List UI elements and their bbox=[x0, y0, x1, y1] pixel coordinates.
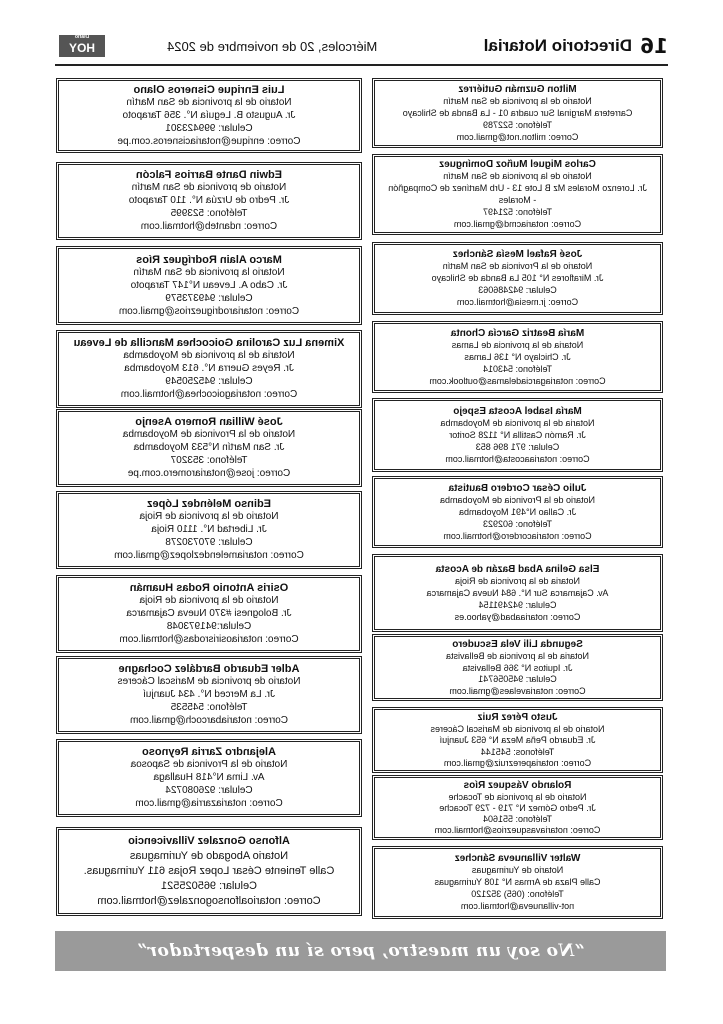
notary-detail-line: Notario de la provincia de San Martín bbox=[126, 96, 292, 108]
notary-listing bbox=[372, 846, 663, 919]
notary-detail-line: Correo: notariagoicochea@hotmail.com bbox=[120, 389, 298, 400]
notary-detail-line: Notaria de la provincia de Lamas bbox=[451, 339, 584, 350]
notary-detail-line: Celular: 942491154 bbox=[478, 599, 557, 610]
notary-listing bbox=[372, 398, 663, 472]
notary-detail-line: Carretera Marginal Sur cuadra 01 - La Banda de Shilcayo bbox=[402, 107, 633, 118]
notary-detail-line: Correo: notariavasquezrios@hotmail.com bbox=[434, 825, 601, 835]
notary-name: Julio César Cordero Bautista bbox=[448, 482, 587, 494]
notary-name: Edwin Dante Barrios Falcón bbox=[135, 169, 283, 181]
notary-listing bbox=[372, 154, 663, 235]
notary-detail-line: Notaria de la provincia de Bellavista bbox=[445, 651, 590, 661]
notary-listing bbox=[372, 707, 663, 773]
notary-name: José Rafael Mesía Sánchez bbox=[452, 249, 583, 260]
notary-listing bbox=[56, 162, 362, 240]
notary-detail-line: Jr. Bolognesi #370 Nueva Cajamarca bbox=[126, 608, 292, 619]
notary-detail-line: Celular: 945056741 bbox=[478, 674, 557, 684]
notary-detail-line: Celular:941973048 bbox=[166, 621, 252, 632]
notary-detail-line: Correo: notariacmd@gmail.com bbox=[453, 219, 582, 229]
notary-detail-line: Jr. Reyes Guerra N°. 613 Moyobamba bbox=[124, 363, 294, 374]
notary-name: Alfonso Gonzalez Villavicencio bbox=[128, 835, 290, 847]
notary-detail-line: Correo: notariamelendezlopez@gmail.com bbox=[114, 550, 304, 561]
notary-detail-line: Jr. Iquitos N° 366 Bellavista bbox=[462, 662, 573, 673]
notary-detail-line: Correo: notariacordero@hotmail.com bbox=[443, 530, 592, 541]
notary-listing bbox=[372, 476, 663, 548]
notary-listing bbox=[372, 321, 663, 393]
notary-detail-line: Jr. Augusto B. Leguía N°. 356 Tarapoto bbox=[122, 109, 296, 121]
notary-detail-line: Notaria de la provincia de Moyobamba bbox=[123, 350, 295, 361]
notary-detail-line: Notario de la Provincia de Moyobamba bbox=[122, 429, 296, 440]
notary-detail-line: Celular: 926080724 bbox=[165, 785, 253, 796]
notary-detail-line: Jr. Pedro de Urzúa N°. 110 Tarapoto bbox=[128, 195, 290, 206]
notary-listing bbox=[56, 330, 362, 408]
notary-detail-line: Jr. Lorenzo Morales Mz B Lote 13 - Urb Martínez de Compagñón bbox=[388, 183, 647, 193]
notary-listing bbox=[372, 554, 663, 632]
notary-detail-line: Teléfono: 522789 bbox=[482, 119, 553, 130]
notary-detail-line: Correo: jr.mesia@hotmail.com bbox=[456, 297, 579, 307]
notary-detail-line: Calle Plaza de Armas N° 108 Yurimaguas bbox=[434, 877, 601, 887]
notary-detail-line: Correo: ndanteb@hotmail.com bbox=[140, 221, 278, 232]
newspaper-logo bbox=[59, 35, 105, 57]
notary-detail-line: Notario de la Provincia de Moyobamba bbox=[439, 494, 596, 505]
notary-name: Elsa Gelina Abad Bazán de Acosta bbox=[435, 563, 600, 575]
notary-listing bbox=[372, 775, 663, 840]
notary-detail-line: Calle Teniente César Lopez Rojas 611 Yurimaguas. bbox=[83, 865, 335, 877]
notary-detail-line: Correo: notariavelaes@gmail.com bbox=[449, 685, 586, 696]
notary-name: Justo Pérez Ruiz bbox=[477, 712, 558, 723]
notary-listing bbox=[56, 827, 362, 916]
notary-detail-line: Notario de provincia de San Martín bbox=[131, 182, 287, 193]
notary-detail-line: Jr. San Martín N°533 Moyobamba bbox=[133, 442, 285, 453]
notary-detail-line: Celular: 949373579 bbox=[165, 292, 253, 304]
notary-detail-line: Teléfono: 545535 bbox=[170, 702, 248, 713]
notary-detail-line: Teléfonos: 545144 bbox=[480, 746, 555, 757]
notary-detail-line: Teléfono: 353207 bbox=[170, 455, 248, 466]
notary-detail-line: Correo: notariazarria@gmail.com bbox=[135, 798, 283, 809]
notary-detail-line: Jr. Miraflores N° 105 La Banda de Shilcayo bbox=[431, 273, 604, 283]
notary-detail-line: Notario de Yurimaguas bbox=[471, 865, 564, 875]
notary-detail-line: Celular: 945250549 bbox=[165, 376, 253, 387]
notary-detail-line: Correo: notariaacosta@hotmail.com bbox=[445, 453, 590, 464]
notary-detail-line: Jr. Libertad N°. 1110 Rioja bbox=[151, 524, 267, 535]
notary-detail-line: Notaria de la provincia de Rioja bbox=[454, 575, 581, 586]
notary-detail-line: Notario Abogado de Yurimaguas bbox=[129, 850, 289, 862]
notary-detail-line: not-villanueva@hotmail.com bbox=[460, 901, 575, 911]
page-header bbox=[55, 30, 668, 66]
logo-small-text: Diario bbox=[74, 34, 90, 40]
notary-detail-line: Notario la provincia de San Martín bbox=[133, 266, 285, 278]
notary-name: Luis Enrique Cisneros Olano bbox=[133, 83, 285, 96]
notary-detail-line: Notario de la provincia de Mariscal Cáceres bbox=[430, 724, 605, 734]
notary-name: Adler Eduardo Bardález Cochagne bbox=[118, 663, 300, 675]
notary-detail-line: Notario de la Provincia de San Martín bbox=[442, 261, 593, 271]
notary-detail-line: Teléfono: (065) 352120 bbox=[471, 889, 564, 899]
notary-detail-line: Notario de la provincia de San Martín bbox=[443, 171, 592, 181]
notary-detail-line: Av. Lima N°418 Huallaga bbox=[153, 772, 265, 783]
notary-detail-line: Av. Cajamarca Sur N°. 684 Nueva Cajamarca bbox=[426, 587, 609, 598]
notary-detail-line: Correo: notariabarcoch@gmail.com bbox=[130, 715, 288, 726]
notary-detail-line: Celular: 942486063 bbox=[478, 285, 557, 295]
notary-detail-line: Jr. Cabo A. Leveau N°147 Tarapoto bbox=[130, 279, 288, 291]
notary-listing bbox=[372, 634, 663, 701]
notary-detail-line: Celular: 999423301 bbox=[165, 122, 253, 134]
notary-listing bbox=[372, 78, 663, 148]
notary-detail-line: Teléfono: 523995 bbox=[170, 208, 248, 219]
notary-detail-line: Correo: notariaabad@yahoo.es bbox=[454, 611, 581, 622]
page-number: 16 bbox=[640, 34, 668, 58]
notary-detail-line: Correo: notariagarciadelamas@outlook.com bbox=[429, 375, 606, 386]
notary-name: Carlos Miguel Muñoz Domínguez bbox=[439, 159, 596, 170]
notary-detail-line: Correo: notariaperezruiz@gmail.com bbox=[443, 757, 592, 768]
notary-detail-line: Teléfono: 551604 bbox=[482, 814, 553, 824]
notary-detail-line: Jr. Ramón Castilla N° 1128 Soritor bbox=[449, 429, 586, 440]
notary-detail-line: Correo: notariarodriguezrios@gmail.com bbox=[118, 305, 300, 317]
notary-detail-line: Jr. Chiclayo N° 136 Lamas bbox=[464, 351, 571, 362]
notary-detail-line: Teléfono: 521497 bbox=[482, 207, 553, 217]
notary-detail-line: Notario de la provincia de Rioja bbox=[139, 595, 279, 606]
notary-detail-line: Celular: 970730278 bbox=[165, 537, 253, 548]
notary-detail-line: Jr. Callao N°491 Moyobamba bbox=[458, 506, 577, 517]
notary-name: José Willian Romero Asenjo bbox=[135, 416, 283, 428]
notary-detail-line: Correo: milton.not@gmail.com bbox=[456, 131, 579, 142]
notary-name: Walter Villanueva Sánchez bbox=[454, 853, 581, 864]
notary-detail-line: Correo: notariaosirisrodas@hotmail.com bbox=[119, 634, 299, 645]
notary-detail-line: Jr. Pedro Gómez N° 719 - 729 Tocache bbox=[439, 803, 596, 813]
notary-listing bbox=[56, 739, 362, 817]
notary-listing bbox=[56, 491, 362, 569]
notary-listing bbox=[56, 78, 362, 153]
notary-detail-line: Correo: jose@notariaromero.com.pe bbox=[127, 468, 291, 479]
notary-detail-line: Teléfono: 602923 bbox=[482, 518, 553, 529]
logo-text: HOY bbox=[69, 41, 96, 55]
issue-date: Miércoles, 20 de noviembre de 2024 bbox=[167, 39, 378, 54]
notary-name: Rolando Vásquez Ríos bbox=[463, 780, 572, 791]
notary-name: Osiris Antonio Rodas Huamán bbox=[129, 582, 289, 594]
notary-detail-line: Notario de la provincia de Rioja bbox=[139, 511, 279, 522]
notary-detail-line: Notario de la Provincia de Saposoa bbox=[130, 759, 288, 770]
notary-detail-line: Correo: enrique@notariacisneros.com.pe bbox=[117, 135, 301, 147]
notary-name: Ximena Luz Carolina Goicochea Mancilla de Leveau bbox=[73, 337, 345, 349]
notary-detail-line: Notario de la provincia de San Martín bbox=[443, 95, 592, 106]
notary-detail-line: Celular: 971 896 853 bbox=[475, 441, 560, 452]
notary-name: María Beatriz García Chonta bbox=[450, 327, 585, 339]
notary-listing bbox=[372, 242, 663, 315]
notary-name: Alejandro Zarria Reynoso bbox=[142, 746, 276, 758]
notary-listing bbox=[56, 409, 362, 487]
notary-detail-line: Celular: 965025521 bbox=[160, 880, 258, 892]
notary-name: Segunda Lili Vela Escudero bbox=[452, 639, 583, 650]
notary-detail-line: Correo: notarioalfonsogonzalez@hotmail.com bbox=[97, 895, 321, 907]
notary-name: Milton Guzmán Gutiérrez bbox=[458, 83, 577, 95]
notary-detail-line: - Morales bbox=[498, 195, 537, 205]
notary-listing bbox=[56, 656, 362, 734]
notary-name: María Isabel Acosta Espejo bbox=[453, 405, 582, 417]
notary-detail-line: Jr. Eduardo Peña Meza N° 653 Juanjuí bbox=[439, 735, 596, 746]
footer-quote-banner: “No soy un maestro, pero sí un despertador” bbox=[55, 931, 666, 971]
notary-detail-line: Jr. La Merced N°. 434 Juanjuí bbox=[143, 689, 275, 700]
notary-name: Marco Alain Rodríguez Ríos bbox=[136, 253, 282, 266]
notary-name: Edinso Meléndez López bbox=[146, 498, 272, 510]
notary-listing bbox=[56, 246, 362, 325]
notary-listing bbox=[56, 575, 362, 653]
notary-detail-line: Teléfono: 543014 bbox=[482, 363, 553, 374]
section-title: Directorio Notarial bbox=[483, 36, 632, 55]
notary-detail-line: Notario de provincia de Mariscal Cáceres bbox=[117, 676, 301, 687]
notary-detail-line: Notaria de la provincia de Moyobamba bbox=[440, 417, 595, 428]
notary-detail-line: Notario de la provincia de Tocache bbox=[448, 792, 587, 802]
